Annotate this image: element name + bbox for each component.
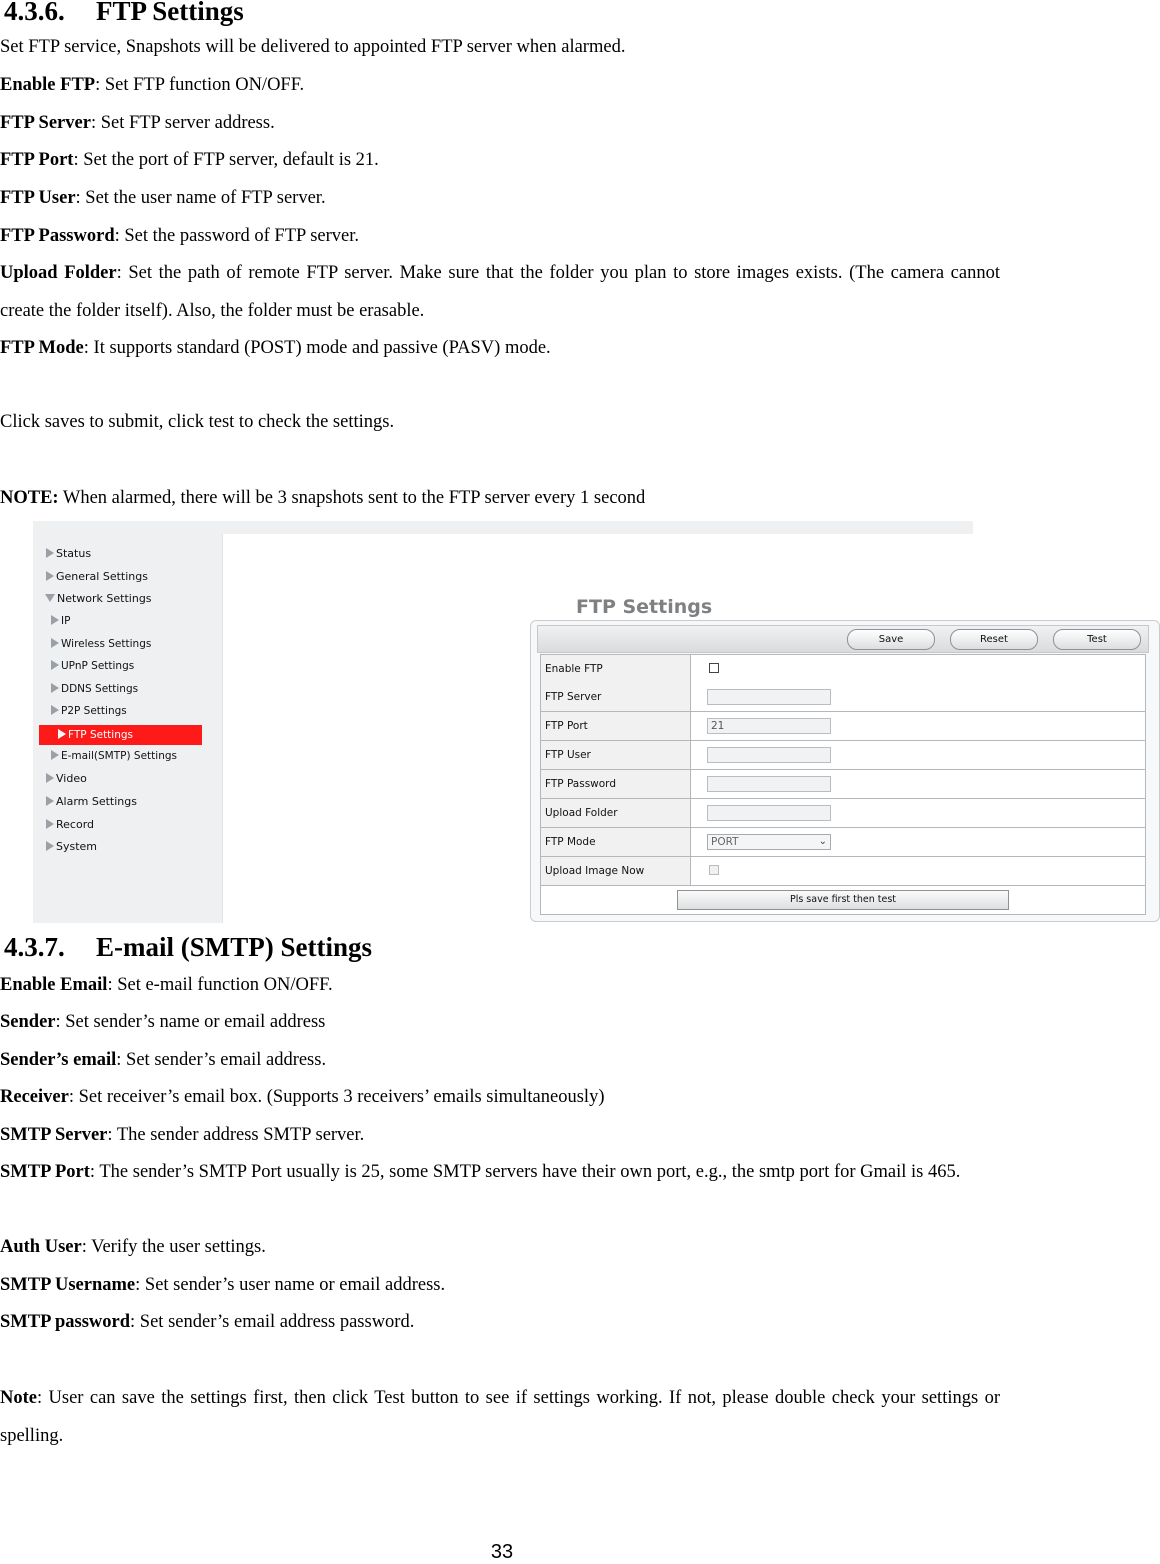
def-item: FTP Server: Set FTP server address.	[0, 113, 275, 133]
def-item: Sender’s email: Set sender’s email address.	[0, 1050, 327, 1070]
ftp-settings-panel	[530, 620, 1160, 922]
settings-menu	[33, 521, 222, 923]
field-label: FTP Mode	[541, 828, 691, 856]
field-label: Enable FTP	[541, 655, 691, 683]
field-label: FTP User	[541, 741, 691, 769]
form-row	[540, 770, 1146, 799]
menu-item-ddns-settings[interactable]: DDNS Settings	[51, 682, 138, 696]
def-item: FTP Password: Set the password of FTP server.	[0, 226, 360, 246]
expand-arrow-icon	[46, 796, 54, 806]
reset-button[interactable]: Reset	[950, 629, 1038, 650]
save-then-test-button[interactable]: Pls save first then test	[677, 890, 1009, 910]
collapse-arrow-icon	[45, 594, 55, 602]
click-note: Click saves to submit, click test to check the settings.	[0, 412, 395, 432]
note: Note: User can save the settings first, then click Test button to see if settings working. If not, please double check your settings or spelling.	[0, 1388, 1000, 1446]
section-number: 4.3.6.	[4, 0, 65, 26]
def-item: SMTP password: Set sender’s email address password.	[0, 1312, 415, 1332]
def-item: Upload Folder: Set the path of remote FTP server. Make sure that the folder you plan to store images exists. (The camera cannot create the folder itself). Also, the folder must be erasable.	[0, 263, 1000, 321]
menu-item-email-smtp-settings[interactable]: E-mail(SMTP) Settings	[51, 749, 177, 763]
section-heading-ftp	[4, 0, 244, 26]
upload-folder-input[interactable]	[707, 805, 831, 821]
ftp-port-input[interactable]: 21	[707, 718, 831, 734]
expand-arrow-icon	[51, 615, 59, 625]
section-title: FTP Settings	[96, 0, 244, 26]
menu-item-system[interactable]: System	[46, 840, 97, 854]
section-number: 4.3.7.	[4, 932, 65, 962]
expand-arrow-icon	[51, 705, 59, 715]
chevron-down-icon: ⌄	[818, 836, 827, 847]
expand-arrow-icon	[58, 729, 66, 739]
expand-arrow-icon	[46, 773, 54, 783]
menu-item-status[interactable]: Status	[46, 547, 91, 561]
form-row	[540, 886, 1146, 915]
field-label: Upload Folder	[541, 799, 691, 827]
menu-item-ip[interactable]: IP	[51, 614, 70, 628]
def-item: FTP Mode: It supports standard (POST) mode and passive (PASV) mode.	[0, 338, 551, 358]
expand-arrow-icon	[46, 819, 54, 829]
note: NOTE: When alarmed, there will be 3 snapshots sent to the FTP server every 1 second	[0, 488, 646, 508]
field-label: FTP Server	[541, 683, 691, 711]
def-item: Sender: Set sender’s name or email address	[0, 1012, 326, 1032]
ftp-password-input[interactable]	[707, 776, 831, 792]
ftp-user-input[interactable]	[707, 747, 831, 763]
ftp-mode-select[interactable]: PORT ⌄	[707, 834, 831, 850]
def-item: SMTP Username: Set sender’s user name or email address.	[0, 1275, 446, 1295]
test-button[interactable]: Test	[1053, 629, 1141, 650]
page-title: FTP Settings	[576, 596, 713, 618]
field-label: FTP Port	[541, 712, 691, 740]
def-item: FTP Port: Set the port of FTP server, default is 21.	[0, 150, 379, 170]
def-item: Auth User: Verify the user settings.	[0, 1237, 266, 1257]
menu-item-ftp-settings[interactable]: FTP Settings	[39, 725, 202, 745]
def-item: Enable FTP: Set FTP function ON/OFF.	[0, 75, 305, 95]
menu-item-alarm-settings[interactable]: Alarm Settings	[46, 795, 137, 809]
expand-arrow-icon	[51, 660, 59, 670]
form-row	[540, 857, 1146, 886]
section-title: E-mail (SMTP) Settings	[96, 932, 372, 962]
page-number: 33	[490, 1541, 514, 1563]
form-row	[540, 712, 1146, 741]
upload-image-now-checkbox[interactable]	[709, 865, 719, 875]
ftp-settings-screenshot	[33, 521, 1107, 923]
menu-item-general-settings[interactable]: General Settings	[46, 570, 148, 584]
expand-arrow-icon	[46, 841, 54, 851]
field-label: FTP Password	[541, 770, 691, 798]
menu-item-upnp-settings[interactable]: UPnP Settings	[51, 659, 134, 673]
expand-arrow-icon	[46, 548, 54, 558]
toolbar	[537, 625, 1149, 653]
form-row	[540, 799, 1146, 828]
ftp-server-input[interactable]	[707, 689, 831, 705]
expand-arrow-icon	[51, 638, 59, 648]
menu-item-video[interactable]: Video	[46, 772, 87, 786]
expand-arrow-icon	[51, 683, 59, 693]
field-label: Upload Image Now	[541, 857, 691, 885]
def-item: SMTP Server: The sender address SMTP server.	[0, 1125, 365, 1145]
def-item: FTP User: Set the user name of FTP server.	[0, 188, 326, 208]
menu-item-network-settings[interactable]: Network Settings	[45, 592, 152, 606]
def-item: SMTP Port: The sender’s SMTP Port usually is 25, some SMTP servers have their own port, e.g., the smtp port for Gmail is 465.	[0, 1162, 961, 1182]
form-row	[540, 683, 1146, 712]
menu-item-wireless-settings[interactable]: Wireless Settings	[51, 637, 151, 651]
enable-ftp-checkbox[interactable]	[709, 663, 719, 673]
section-heading-email	[4, 932, 372, 962]
form-row	[540, 741, 1146, 770]
save-button[interactable]: Save	[847, 629, 935, 650]
expand-arrow-icon	[46, 571, 54, 581]
settings-content	[222, 534, 1107, 923]
menu-item-record[interactable]: Record	[46, 818, 94, 832]
form-row	[540, 654, 1146, 684]
ftp-intro: Set FTP service, Snapshots will be delivered to appointed FTP server when alarmed.	[0, 37, 626, 57]
def-item: Enable Email: Set e-mail function ON/OFF.	[0, 975, 333, 995]
expand-arrow-icon	[51, 750, 59, 760]
def-item: Receiver: Set receiver’s email box. (Supports 3 receivers’ emails simultaneously)	[0, 1087, 605, 1107]
menu-item-p2p-settings[interactable]: P2P Settings	[51, 704, 127, 718]
form-row	[540, 828, 1146, 857]
